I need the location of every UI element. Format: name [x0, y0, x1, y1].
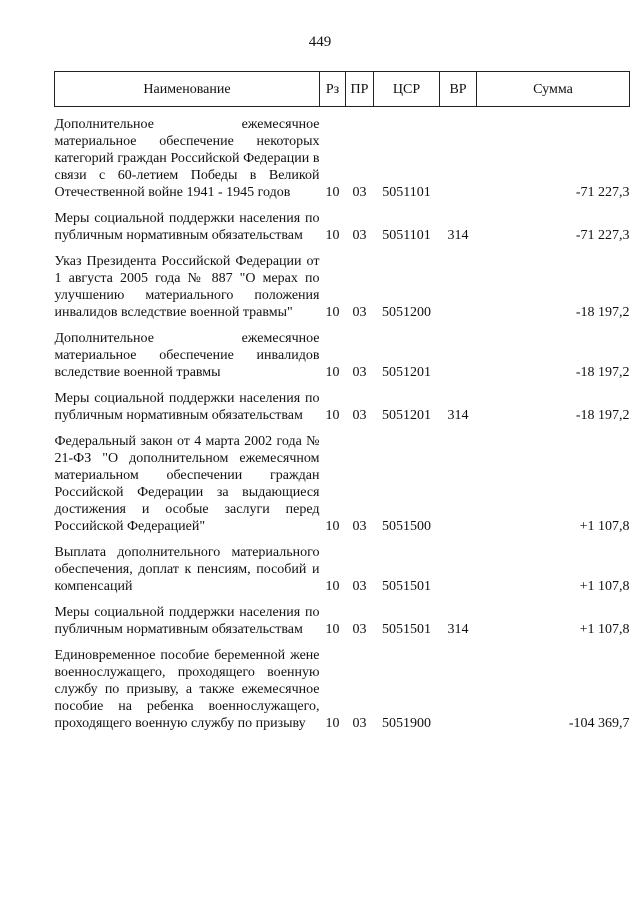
row-spacer-cell	[55, 638, 630, 647]
cell-rz: 10	[325, 622, 340, 637]
cell-sum: -18 197,2	[575, 365, 630, 380]
row-spacer-cell	[55, 107, 630, 117]
cell-rz: 10	[325, 716, 340, 731]
cell-rz: 10	[325, 365, 340, 380]
cell-name: Федеральный закон от 4 марта 2002 года № 21-ФЗ "О дополнительном ежемесячном материальном обеспечении граждан Российской Федерации за выдающиеся достижения и особые заслуги перед Российской Федерацией"	[54, 434, 320, 534]
cell-name: Дополнительное ежемесячное материальное обеспечение инвалидов вследствие военной травмы	[54, 331, 320, 380]
row-spacer-cell	[55, 535, 630, 544]
header-sum: Сумма	[477, 72, 630, 107]
header-vr: ВР	[440, 72, 477, 107]
cell-name: Дополнительное ежемесячное материальное обеспечение некоторых категорий граждан Российской Федерации в связи с 60-летием Победы в Великой Отечественной войне 1941 - 1945 годов	[54, 117, 320, 200]
cell-sum: -18 197,2	[575, 305, 630, 320]
cell-pr: 03	[352, 228, 367, 243]
cell-name: Меры социальной поддержки населения по публичным нормативным обязательствам	[54, 211, 320, 243]
cell-sum: -104 369,7	[568, 716, 630, 731]
cell-vr	[440, 544, 477, 595]
cell-vr	[440, 647, 477, 732]
cell-vr	[440, 330, 477, 381]
budget-table	[54, 71, 630, 732]
cell-pr: 03	[352, 579, 367, 594]
cell-csr: 5051200	[382, 305, 431, 320]
table-row	[55, 433, 630, 535]
table-row	[55, 253, 630, 321]
cell-pr: 03	[352, 622, 367, 637]
header-csr: ЦСР	[374, 72, 440, 107]
cell-sum: +1 107,8	[579, 579, 630, 594]
cell-name: Единовременное пособие беременной жене военнослужащего, проходящего военную службу по призыву, а также ежемесячное пособие на ребенка военнослужащего, проходящего военную службу по призыву	[54, 648, 320, 731]
row-spacer	[55, 595, 630, 604]
cell-csr: 5051101	[382, 228, 431, 243]
row-spacer	[55, 321, 630, 330]
table-row	[55, 544, 630, 595]
cell-name: Меры социальной поддержки населения по публичным нормативным обязательствам	[54, 605, 320, 637]
cell-csr: 5051201	[382, 408, 431, 423]
cell-sum: -71 227,3	[575, 185, 630, 200]
cell-csr: 5051900	[382, 716, 431, 731]
row-spacer	[55, 535, 630, 544]
cell-sum: +1 107,8	[579, 519, 630, 534]
cell-rz: 10	[325, 228, 340, 243]
row-spacer-cell	[55, 595, 630, 604]
row-spacer	[55, 107, 630, 117]
cell-vr: 314	[447, 622, 469, 637]
table-row	[55, 210, 630, 244]
cell-rz: 10	[325, 305, 340, 320]
cell-rz: 10	[325, 408, 340, 423]
row-spacer-cell	[55, 424, 630, 433]
row-spacer	[55, 638, 630, 647]
table-row	[55, 647, 630, 732]
cell-pr: 03	[352, 519, 367, 534]
cell-pr: 03	[352, 716, 367, 731]
cell-csr: 5051201	[382, 365, 431, 380]
row-spacer	[55, 424, 630, 433]
cell-sum: +1 107,8	[579, 622, 630, 637]
page-number: 449	[308, 34, 332, 50]
cell-sum: -71 227,3	[575, 228, 630, 243]
table-row	[55, 390, 630, 424]
table-body	[55, 107, 630, 733]
row-spacer-cell	[55, 244, 630, 253]
cell-vr	[440, 253, 477, 321]
cell-name: Указ Президента Российской Федерации от 1 августа 2005 года № 887 "О мерах по улучшению материального положения инвалидов вследствие военной травмы"	[54, 254, 320, 320]
cell-sum: -18 197,2	[575, 408, 630, 423]
table-row	[55, 116, 630, 201]
cell-vr	[440, 116, 477, 201]
table-header	[55, 72, 630, 107]
cell-name: Выплата дополнительного материального обеспечения, доплат к пенсиям, пособий и компенсаций	[54, 545, 320, 594]
cell-csr: 5051501	[382, 579, 431, 594]
row-spacer-cell	[55, 381, 630, 390]
table-row	[55, 330, 630, 381]
cell-rz: 10	[325, 185, 340, 200]
cell-csr: 5051501	[382, 622, 431, 637]
header-pr: ПР	[346, 72, 374, 107]
table-row	[55, 604, 630, 638]
cell-csr: 5051500	[382, 519, 431, 534]
cell-pr: 03	[352, 305, 367, 320]
row-spacer-cell	[55, 201, 630, 210]
cell-vr: 314	[447, 228, 469, 243]
cell-name: Меры социальной поддержки населения по публичным нормативным обязательствам	[54, 391, 320, 423]
row-spacer	[55, 381, 630, 390]
cell-pr: 03	[352, 408, 367, 423]
cell-csr: 5051101	[382, 185, 431, 200]
cell-rz: 10	[325, 579, 340, 594]
cell-vr: 314	[447, 408, 469, 423]
cell-rz: 10	[325, 519, 340, 534]
cell-pr: 03	[352, 365, 367, 380]
cell-pr: 03	[352, 185, 367, 200]
row-spacer	[55, 201, 630, 210]
row-spacer-cell	[55, 321, 630, 330]
cell-vr	[440, 433, 477, 535]
header-name: Наименование	[55, 72, 320, 107]
header-rz: Рз	[320, 72, 346, 107]
row-spacer	[55, 244, 630, 253]
